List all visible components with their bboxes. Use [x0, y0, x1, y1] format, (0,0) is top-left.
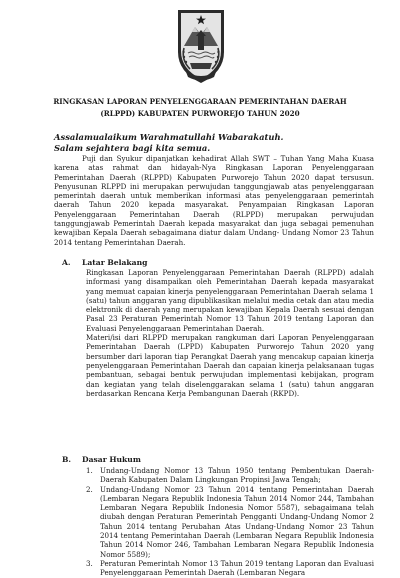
document-title-line-2: (RLPPD) KABUPATEN PURWOREJO TAHUN 2020 [100, 108, 300, 118]
list-item-text: Undang-Undang Nomor 23 Tahun 2014 tentang Pemerintahan Daerah (Lembaran Negara Republik Indonesia Tahun 2014 Nomor 244, Tambahan Lembaran Negara Republik Indonesia Nomor 5587), sebagaimana telah diubah dengan Peraturan Pemerintah Pengganti Undang-Undang Nomor 2 Tahun 2014 tentang Perubahan Atas Undang-Undang Nomor 23 Tahun 2014 tentang Pemerintahan Daerah (Lembaran Negara Republik Indonesia Tahun 2014 Nomor 246, Tambahan Lembaran Negara Republik Indonesia Nomor 5589); [100, 484, 374, 559]
list-item [86, 485, 374, 559]
section-a-paragraph-2: Materi/isi dari RLPPD merupakan rangkuman dari Laporan Penyelenggaraan Pemerintahan Daerah (LPPD) Kabupaten Purworejo Tahun 2020 yang bersumber dari laporan tiap Perangkat Daerah yang mencakup capaian kinerja penyelenggaraan Pemerintahan Daerah dan capaian kinerja pelaksanaan tugas pembantuan, sebagai bentuk perwujudan implementasi kebijakan, program dan kegiatan yang telah diselenggarakan selama 1 (satu) tahun anggaran berdasarkan Rencana Kerja Pembangunan Daerah (RKPD). [86, 333, 374, 398]
list-item-number: 2. [86, 484, 93, 494]
greeting-line-1: Assalamualaikum Warahmatullahi Wabarakatuh. [54, 132, 284, 142]
section-a-title: Latar Belakang [82, 258, 148, 267]
section-a-body [86, 268, 374, 398]
opening-paragraph: Puji dan Syukur dipanjatkan kehadirat Allah SWT – Tuhan Yang Maha Kuasa karena atas rahmat dan hidayah-Nya Ringkasan Laporan Penyelenggaraan Pemerintahan Daerah (RLPPD) Kabupaten Purworejo Tahun 2020 dapat tersusun. Penyusunan RLPPD ini merupakan perwujudan tanggungjawab atas penyelenggaraan pemerintah daerah untuk memberikan informasi atas penyelenggaraan pemerintah daerah Tahun 2020 kepada masyarakat. Penyampaian Ringkasan Laporan Penyelenggaraan Pemerintahan Daerah (RLPPD) merupakan perwujudan tanggungjawab Pemerintah Daerah kepada masyarakat dan juga sebagai pemenuhan kewajiban Kepala Daerah sebagaimana diatur dalam Undang- Undang Nomor 23 Tahun 2014 tentang Pemerintahan Daerah. [54, 154, 374, 247]
legal-basis-list [86, 466, 374, 578]
greeting-line-2: Salam sejahtera bagi kita semua. [54, 142, 211, 153]
section-a-heading [62, 258, 362, 267]
greeting [54, 132, 374, 153]
coat-of-arms-icon [174, 6, 228, 86]
document-title-line-1: RINGKASAN LAPORAN PENYELENGGARAAN PEMERINTAHAN DAERAH [53, 97, 347, 106]
document-title [46, 96, 354, 119]
section-b-heading [62, 455, 362, 464]
list-item-text: Peraturan Pemerintah Nomor 13 Tahun 2019 tentang Laporan dan Evaluasi Penyelenggaraan Pemerintah Daerah (Lembaran Negara [100, 558, 374, 578]
list-item-number: 3. [86, 558, 93, 568]
section-a-paragraph-1: Ringkasan Laporan Penyelenggaraan Pemerintahan Daerah (RLPPD) adalah informasi yang disampaikan oleh Pemerintahan Daerah kepada masyarakat yang memuat capaian kinerja penyelenggaraan Pemerintahan Daerah selama 1 (satu) tahun anggaran yang dipublikasikan melalui media cetak dan atau media elektronik di daerah yang merupakan kewajiban Kepala Daerah sesuai dengan Pasal 23 Peraturan Pemerintah Nomor 13 Tahun 2019 tentang Laporan dan Evaluasi Penyelenggaraan Pemerintahan Daerah. [86, 268, 374, 333]
list-item-text: Undang-Undang Nomor 13 Tahun 1950 tentang Pembentukan Daerah-Daerah Kabupaten Dalam Lingkungan Propinsi Jawa Tengah; [100, 466, 374, 485]
section-b-letter: B. [62, 455, 72, 464]
section-b-title: Dasar Hukum [82, 455, 141, 464]
list-item [86, 559, 374, 578]
list-item-number: 1. [86, 466, 93, 475]
section-a-letter: A. [62, 258, 71, 267]
list-item [86, 466, 374, 485]
